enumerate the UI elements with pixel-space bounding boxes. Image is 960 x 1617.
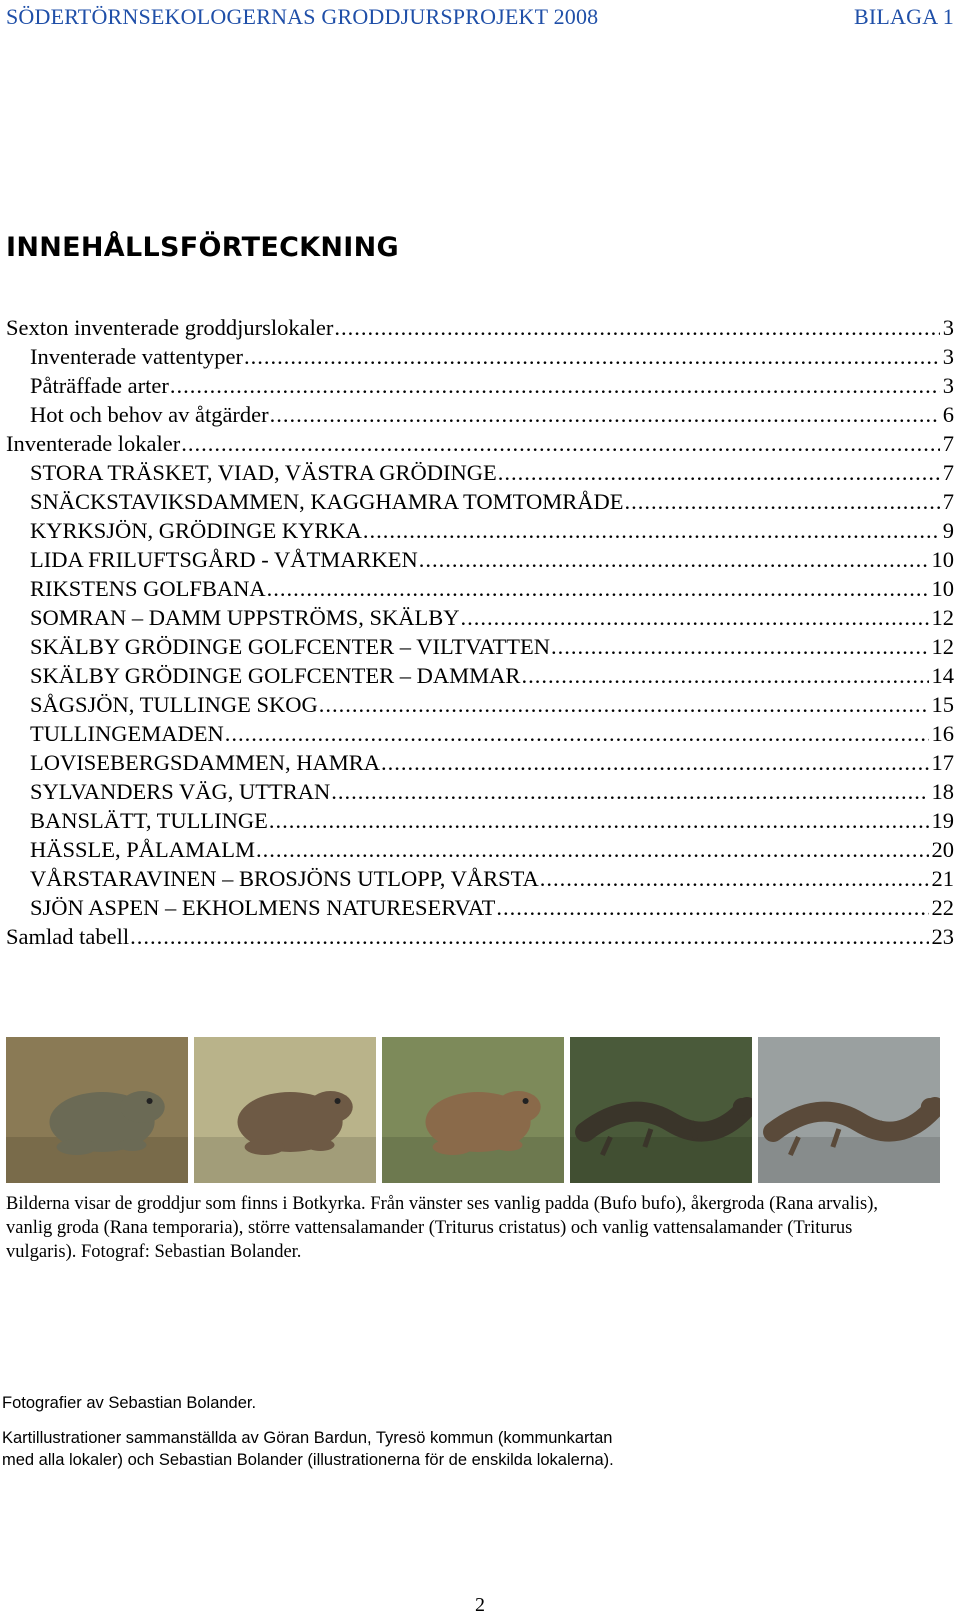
toc-entry[interactable]: [6, 719, 954, 748]
toc-leader-dots: [460, 603, 928, 632]
toc-entry-page: 3: [942, 315, 954, 340]
toc-entry[interactable]: [6, 777, 954, 806]
toc-entry-page: 23: [931, 924, 954, 949]
toc-entry-label: VÅRSTARAVINEN – BROSJÖNS UTLOPP, VÅRSTA: [30, 866, 539, 891]
toc-entry-page: 12: [931, 605, 954, 630]
toc-leader-dots: [334, 313, 939, 342]
toc-entry-page: 7: [942, 431, 954, 456]
toc-entry[interactable]: [6, 632, 954, 661]
toc-entry-label: Hot och behov av åtgärder: [30, 402, 269, 427]
toc-entry[interactable]: [6, 516, 954, 545]
toc-entry[interactable]: [6, 690, 954, 719]
toc-leader-dots: [267, 574, 929, 603]
amphibian-photo-strip: [6, 1037, 940, 1183]
toc-entry[interactable]: [6, 545, 954, 574]
toc-leader-dots: [130, 922, 928, 951]
toc-leader-dots: [319, 690, 929, 719]
toc-leader-dots: [363, 516, 940, 545]
toc-entry-page: 7: [942, 460, 954, 485]
toc-entry-label: LIDA FRILUFTSGÅRD - VÅTMARKEN: [30, 547, 418, 572]
toc-leader-dots: [419, 545, 929, 574]
toc-entry[interactable]: [6, 429, 954, 458]
toc-entry-page: 6: [942, 402, 954, 427]
page-number: 2: [475, 1594, 485, 1616]
vanlig-padda-photo: [6, 1037, 188, 1183]
toc-leader-dots: [521, 661, 928, 690]
toc-entry-label: Inventerade vattentyper: [30, 344, 244, 369]
toc-entry-label: SKÄLBY GRÖDINGE GOLFCENTER – DAMMAR: [30, 663, 521, 688]
toc-entry-label: KYRKSJÖN, GRÖDINGE KYRKA: [30, 518, 362, 543]
table-of-contents: [6, 313, 954, 951]
toc-entry-page: 21: [931, 866, 954, 891]
toc-entry-label: Inventerade lokaler: [6, 431, 181, 456]
page-header: [6, 4, 954, 30]
toc-entry-label: Påträffade arter: [30, 373, 169, 398]
toc-leader-dots: [269, 806, 929, 835]
toc-entry-label: SJÖN ASPEN – EKHOLMENS NATURESERVAT: [30, 895, 496, 920]
toc-entry-page: 3: [942, 373, 954, 398]
toc-entry[interactable]: [6, 458, 954, 487]
toc-entry-label: SÅGSJÖN, TULLINGE SKOG: [30, 692, 318, 717]
toc-leader-dots: [256, 835, 928, 864]
toc-entry[interactable]: [6, 835, 954, 864]
toc-entry[interactable]: [6, 748, 954, 777]
header-project-title: SÖDERTÖRNSEKOLOGERNAS GRODDJURSPROJEKT 2008: [6, 4, 599, 29]
toc-leader-dots: [551, 632, 928, 661]
header-appendix-label: BILAGA 1: [854, 4, 954, 29]
toc-entry[interactable]: [6, 864, 954, 893]
toc-entry-label: Sexton inventerade groddjurslokaler: [6, 315, 334, 340]
toc-entry-page: 16: [931, 721, 954, 746]
toc-entry-page: 10: [931, 576, 954, 601]
toc-entry-label: SKÄLBY GRÖDINGE GOLFCENTER – VILTVATTEN: [30, 634, 551, 659]
vanlig-groda-photo: [382, 1037, 564, 1183]
toc-entry-page: 9: [942, 518, 954, 543]
toc-entry[interactable]: [6, 806, 954, 835]
toc-entry-label: SOMRAN – DAMM UPPSTRÖMS, SKÄLBY: [30, 605, 460, 630]
toc-entry[interactable]: [6, 922, 954, 951]
toc-entry[interactable]: [6, 400, 954, 429]
photo-caption: Bilderna visar de groddjur som finns i Botkyrka. Från vänster ses vanlig padda (Bufo bufo), åkergroda (Rana arvalis), vanlig groda (Rana temporaria), större vattensalamander (Triturus cristatus) och vanlig vattensalamander (Triturus vulgaris). Fotograf: Sebastian Bolander.: [6, 1194, 879, 1262]
toc-leader-dots: [244, 342, 940, 371]
toc-entry[interactable]: [6, 661, 954, 690]
toc-entry[interactable]: [6, 313, 954, 342]
toc-entry[interactable]: [6, 371, 954, 400]
toc-leader-dots: [181, 429, 939, 458]
toc-leader-dots: [331, 777, 928, 806]
toc-entry[interactable]: [6, 574, 954, 603]
toc-entry-page: 20: [931, 837, 954, 862]
toc-entry-page: 10: [931, 547, 954, 572]
map-credit: Kartillustrationer sammanställda av Göran Bardun, Tyresö kommun (kommunkartan med alla lokaler) och Sebastian Bolander (illustrationerna för de enskilda lokalerna).: [2, 1429, 614, 1469]
toc-entry-page: 14: [931, 663, 954, 688]
toc-leader-dots: [225, 719, 929, 748]
photo-credit: Fotografier av Sebastian Bolander.: [2, 1394, 257, 1412]
toc-leader-dots: [496, 893, 928, 922]
toc-entry-label: TULLINGEMADEN: [30, 721, 224, 746]
toc-entry-label: STORA TRÄSKET, VIAD, VÄSTRA GRÖDINGE: [30, 460, 497, 485]
toc-leader-dots: [498, 458, 940, 487]
toc-entry-label: BANSLÄTT, TULLINGE: [30, 808, 268, 833]
toc-entry-page: 22: [931, 895, 954, 920]
toc-entry-label: SNÄCKSTAVIKSDAMMEN, KAGGHAMRA TOMTOMRÅDE: [30, 489, 624, 514]
toc-entry-label: Samlad tabell: [6, 924, 130, 949]
toc-entry-page: 19: [931, 808, 954, 833]
toc-entry-page: 7: [942, 489, 954, 514]
toc-entry[interactable]: [6, 893, 954, 922]
toc-entry-page: 12: [931, 634, 954, 659]
toc-entry-label: HÄSSLE, PÅLAMALM: [30, 837, 256, 862]
page-title: INNEHÅLLSFÖRTECKNING: [6, 232, 400, 263]
toc-entry-page: 15: [931, 692, 954, 717]
toc-entry[interactable]: [6, 342, 954, 371]
storre-vattensalamander-photo: [570, 1037, 752, 1183]
vanlig-vattensalamander-photo: [758, 1037, 940, 1183]
toc-entry-page: 3: [942, 344, 954, 369]
toc-entry-label: LOVISEBERGSDAMMEN, HAMRA: [30, 750, 381, 775]
toc-leader-dots: [625, 487, 940, 516]
toc-leader-dots: [170, 371, 940, 400]
toc-leader-dots: [381, 748, 928, 777]
toc-leader-dots: [540, 864, 929, 893]
toc-entry[interactable]: [6, 487, 954, 516]
toc-entry-label: SYLVANDERS VÄG, UTTRAN: [30, 779, 331, 804]
toc-entry[interactable]: [6, 603, 954, 632]
toc-leader-dots: [270, 400, 940, 429]
toc-entry-label: RIKSTENS GOLFBANA: [30, 576, 266, 601]
akergroda-photo: [194, 1037, 376, 1183]
toc-entry-page: 18: [931, 779, 954, 804]
toc-entry-page: 17: [931, 750, 954, 775]
